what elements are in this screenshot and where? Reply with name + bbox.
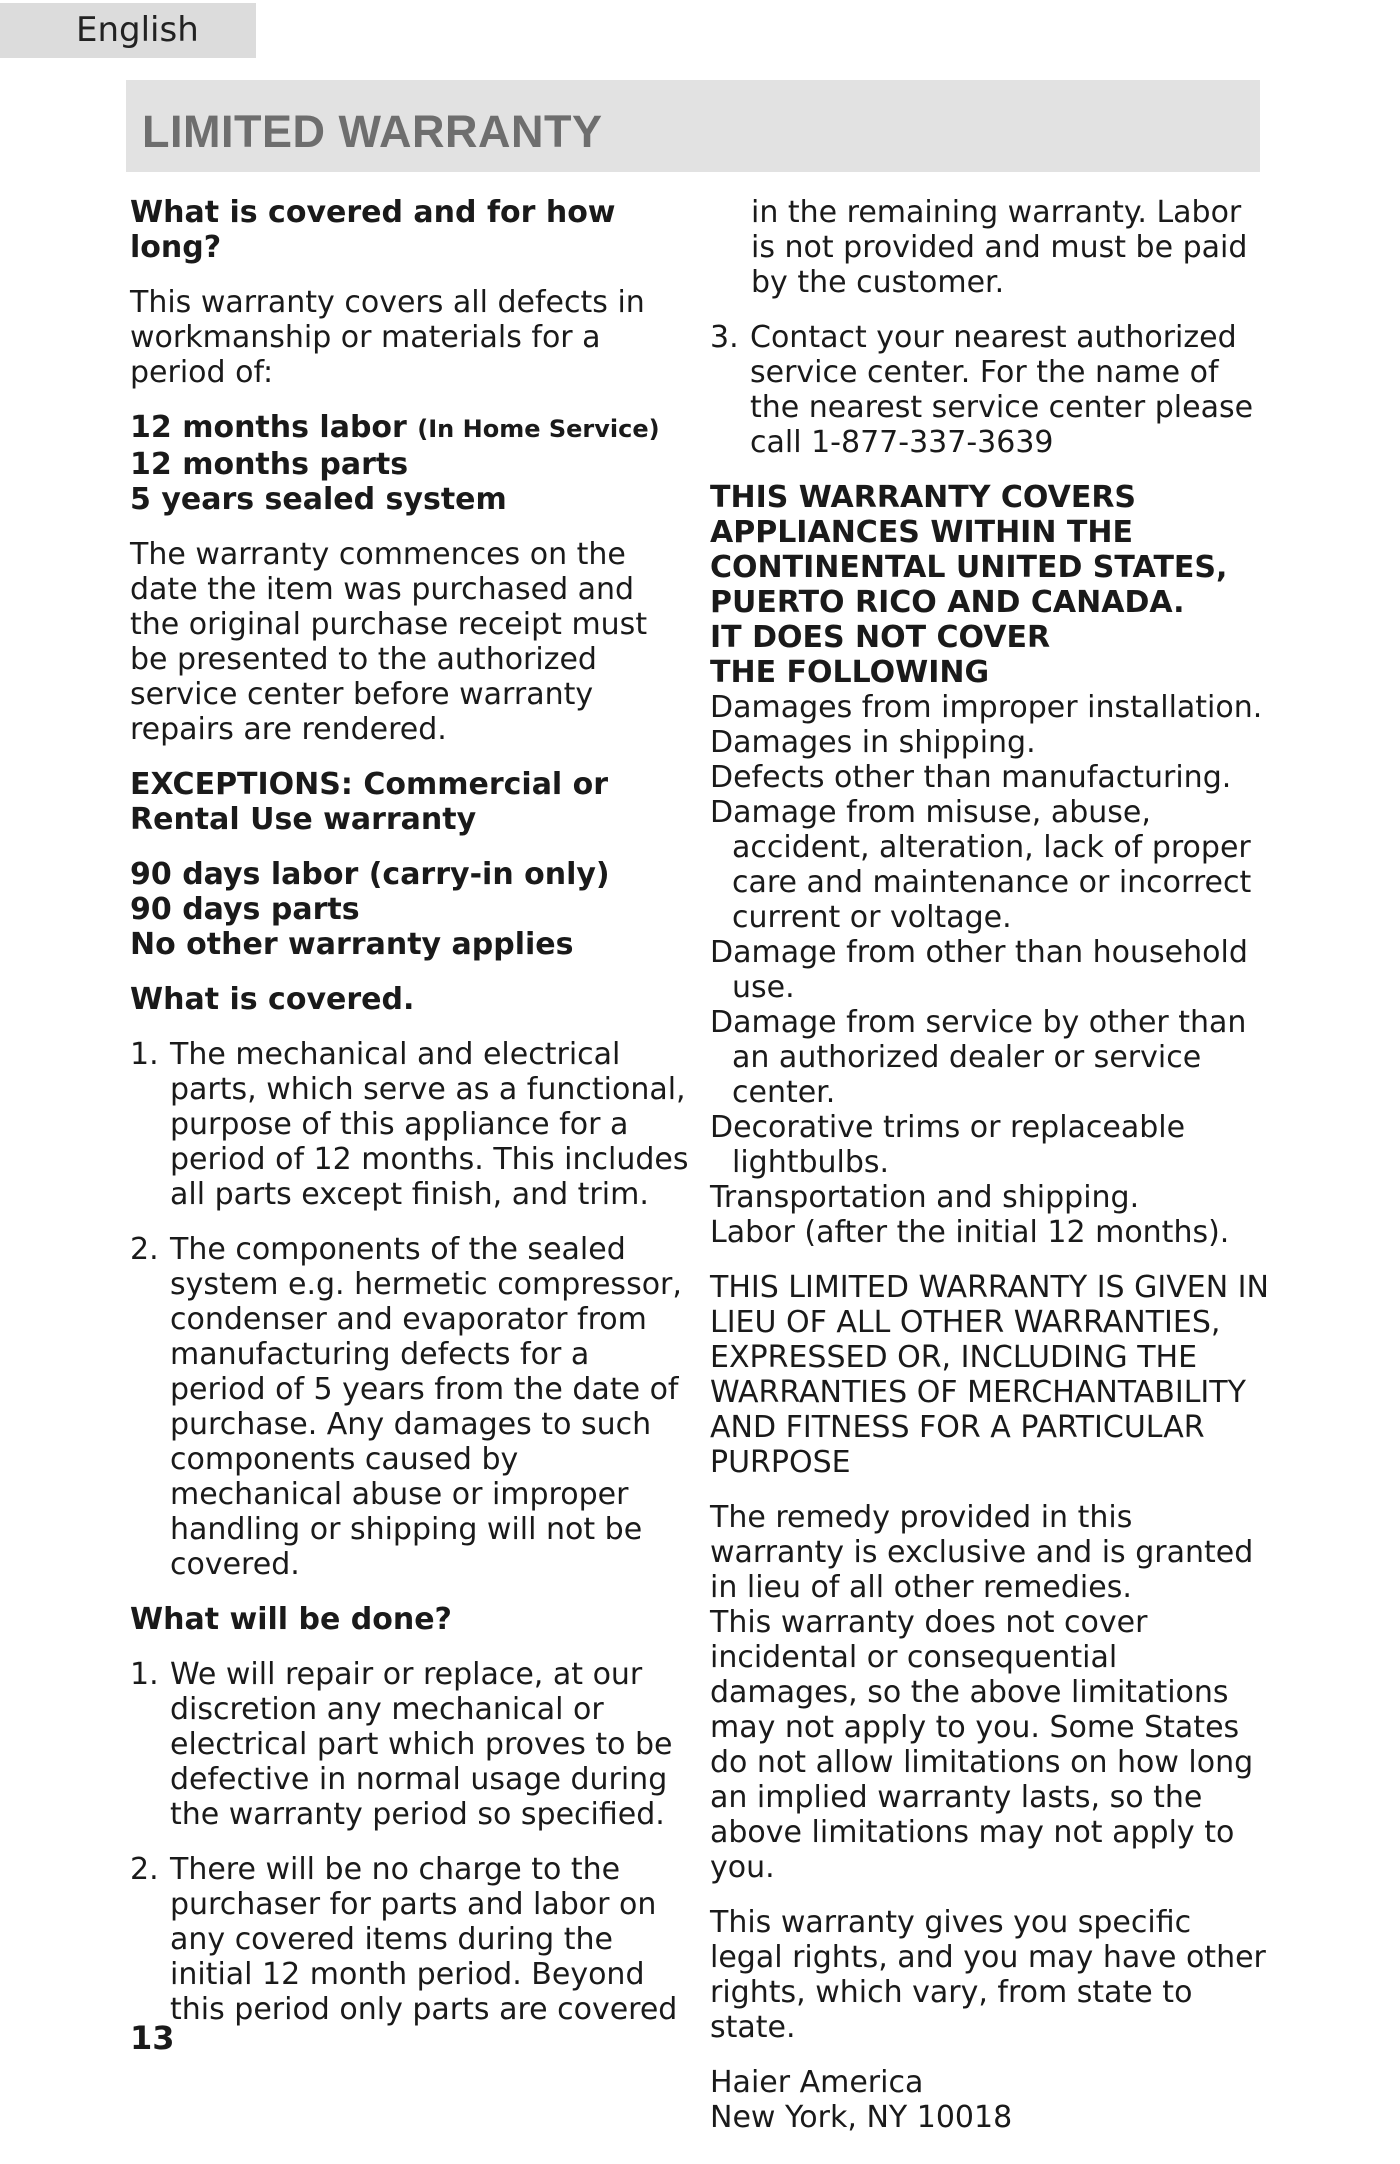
exclusion-item: Damages from improper installation. <box>710 690 1263 725</box>
not-cover-heading-line-1: IT DOES NOT COVER <box>710 620 1051 655</box>
exclusion-item: Decorative trims or replaceable lightbulbs. <box>710 1110 1186 1180</box>
company-city: New York, NY 10018 <box>710 2100 1013 2135</box>
list-number: 3. <box>710 320 739 355</box>
exclusion-item: Damage from misuse, abuse, accident, alteration, lack of proper care and maintenance or incorrect current or voltage. <box>710 795 1252 935</box>
list-item <box>130 1657 690 1832</box>
list-number: 1. <box>130 1657 159 1692</box>
term-sealed: 5 years sealed system <box>130 482 507 517</box>
term-labor: 12 months labor <box>130 410 407 445</box>
page-number: 13 <box>130 2019 175 2057</box>
list-text: There will be no charge to the purchaser for parts and labor on any covered items during the initial 12 month period. Beyond this period only parts are covered <box>170 1852 678 2027</box>
list-item <box>130 1852 690 2027</box>
company-address <box>710 2065 1270 2135</box>
incidental-text: This warranty does not cover incidental or consequential damages, so the above limitations may not apply to you. Some States do not allow limitations on how long an implied warranty lasts, so the above limitations may not apply to you. <box>710 1605 1254 1885</box>
warranty-terms <box>130 410 690 517</box>
right-column <box>710 195 1270 2155</box>
commence-text: The warranty commences on the date the item was purchased and the original purchase receipt must be presented to the authorized service center before warranty repairs are rendered. <box>130 537 648 747</box>
list-text: The components of the sealed system e.g. hermetic compressor, condenser and evaporator from manufacturing defects for a period of 5 years from the date of purchase. Any damages to such components caused by mechanical abuse or improper handling or shipping will not be covered. <box>170 1232 682 1582</box>
list-text: Contact your nearest authorized service center. For the name of the nearest service center please call 1-877-337-3639 <box>750 320 1254 460</box>
done-heading: What will be done? <box>130 1602 452 1637</box>
term-labor-note: (In Home Service) <box>417 415 660 443</box>
exclusions-list <box>710 690 1270 1250</box>
exclusion-item: Damage from other than household use. <box>710 935 1248 1005</box>
exception-terms <box>130 857 690 962</box>
list-text: The mechanical and electrical parts, which serve as a functional, purpose of this appliance for a period of 12 months. This includes all parts except finish, and trim. <box>170 1037 689 1212</box>
language-tab: English <box>0 3 256 58</box>
list-number: 1. <box>130 1037 159 1072</box>
list-item <box>130 1232 690 1582</box>
page-title: LIMITED WARRANTY <box>126 80 1260 172</box>
list-item <box>130 1037 690 1212</box>
exclusion-item: Labor (after the initial 12 months). <box>710 1215 1230 1250</box>
disclaimer-text: THIS LIMITED WARRANTY IS GIVEN IN LIEU OF ALL OTHER WARRANTIES, EXPRESSED OR, INCLUDING THE WARRANTIES OF MERCHANTABILITY AND FITNESS FOR A PARTICULAR PURPOSE <box>710 1270 1269 1480</box>
continuation-text: in the remaining warranty. Labor is not provided and must be paid by the customer. <box>751 195 1248 300</box>
coverage-heading: What is covered and for how long? <box>130 195 616 265</box>
company-name: Haier America <box>710 2065 924 2100</box>
exceptions-heading: EXCEPTIONS: Commercial or Rental Use warranty <box>130 767 609 837</box>
list-item <box>710 320 1270 460</box>
term-parts: 12 months parts <box>130 447 409 482</box>
exclusion-item: Damages in shipping. <box>710 725 1036 760</box>
exc-parts: 90 days parts <box>130 892 360 927</box>
exc-other: No other warranty applies <box>130 927 574 962</box>
list-text: We will repair or replace, at our discretion any mechanical or electrical part which proves to be defective in normal usage during the warranty period so specified. <box>170 1657 673 1832</box>
rights-text: This warranty gives you specific legal rights, and you may have other rights, which vary, from state to state. <box>710 1905 1266 2045</box>
left-column <box>130 195 690 2047</box>
exclusion-item: Damage from service by other than an authorized dealer or service center. <box>710 1005 1247 1110</box>
covered-heading: What is covered. <box>130 982 415 1017</box>
coverage-area-heading: THIS WARRANTY COVERS APPLIANCES WITHIN THE CONTINENTAL UNITED STATES, PUERTO RICO AND CANADA. <box>710 480 1228 620</box>
exclusion-item: Defects other than manufacturing. <box>710 760 1232 795</box>
exc-labor: 90 days labor (carry-in only) <box>130 857 610 892</box>
coverage-intro: This warranty covers all defects in workmanship or materials for a period of: <box>130 285 645 390</box>
list-number: 2. <box>130 1852 159 1887</box>
remedy-text: The remedy provided in this warranty is exclusive and is granted in lieu of all other remedies. <box>710 1500 1254 1605</box>
not-cover-heading <box>710 620 1270 690</box>
exclusion-item: Transportation and shipping. <box>710 1180 1140 1215</box>
list-number: 2. <box>130 1232 159 1267</box>
not-cover-heading-line-2: THE FOLLOWING <box>710 655 990 690</box>
